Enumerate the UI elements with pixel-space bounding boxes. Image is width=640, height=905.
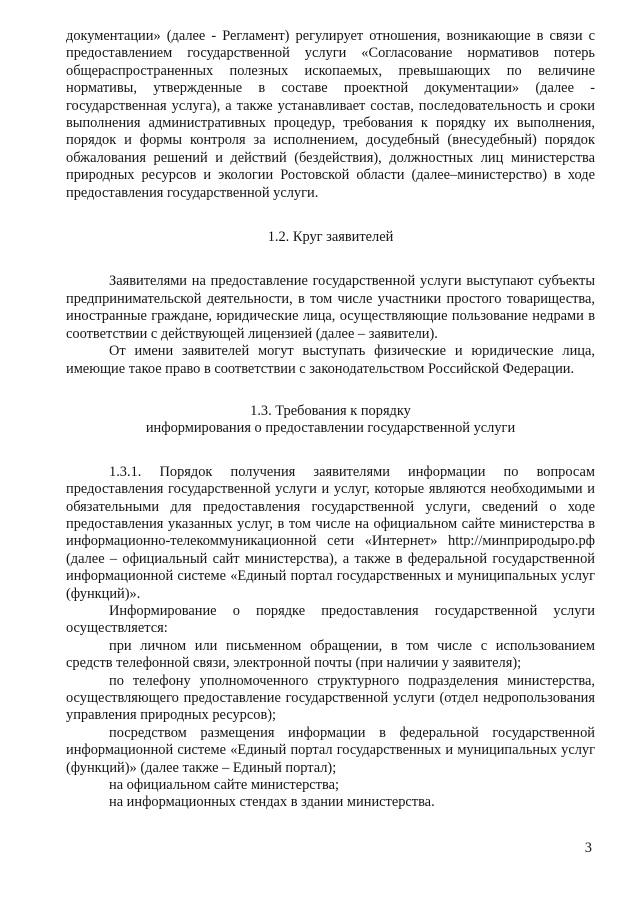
list-item-stands: на информационных стендах в здании министерства.: [109, 794, 435, 811]
section-1-3-heading: [66, 403, 595, 438]
paragraph-informing: Информирование о порядке предоставления государственной услуги осуществляется:: [66, 602, 595, 637]
list-item-phone: по телефону уполномоченного структурного подразделения министерства, осуществляющего предоставление государственной услуги (отдел недропользования управления природных ресурсов);: [66, 672, 595, 724]
paragraph-applicants: Заявителями на предоставление государственной услуги выступают субъекты предпринимательской деятельности, в том числе участники простого товарищества, иностранные граждане, юридические лица, осуществляющие пользование недрами в соответствии с действующей лицензией (далее – заявители).: [66, 273, 595, 342]
list-item-personal-request: при личном или письменном обращении, в том числе с использованием средств телефонной связи, электронной почты (при наличии у заявителя);: [66, 637, 595, 672]
list-item-portal: посредством размещения информации в федеральной государственной информационной системе «Единый портал государственных и муниципальных услуг (функций)» (далее также – Единый портал);: [66, 724, 595, 776]
section-1-3-heading-line-2: информирования о предоставлении государственной услуги: [145, 420, 516, 437]
paragraph-1-3-1: 1.3.1. Порядок получения заявителями информации по вопросам предоставления государственной услуги и услуг, которые являются необходимыми и обязательными для предоставления государственной услуги, сведений о ходе предоставления указанных услуг, в том числе на официальном сайте министерства в информационно-телекоммуникационной сети «Интернет» http://минприродыро.рф (далее – официальный сайт министерства), а также в федеральной государственной информационной системе «Единый портал государственных и муниципальных услуг (функций)».: [66, 463, 595, 602]
list-item-website: на официальном сайте министерства;: [109, 777, 339, 794]
section-1-3-heading-line-1: 1.3. Требования к порядку: [250, 402, 411, 419]
paragraph-intro: документации» (далее - Регламент) регулирует отношения, возникающие в связи с предоставлением государственной услуги «Согласование нормативов потерь общераспространенных полезных ископаемых, превышающих по величине нормативы, утвержденные в составе проектной документации» (далее - государственная услуга), а также устанавливает состав, последовательность и сроки выполнения административных процедур, требования к порядку их выполнения, порядок и формы контроля за исполнением, досудебный (внесудебный) порядок обжалования решений и действий (бездействия), должностных лиц министерства природных ресурсов и экологии Ростовской области (далее–министерство) в ходе предоставления государственной услуги.: [66, 28, 595, 201]
page-number: 3: [584, 840, 592, 856]
paragraph-representatives: От имени заявителей могут выступать физические и юридические лица, имеющие такое право в соответствии с законодательством Российской Федерации.: [66, 343, 595, 377]
section-1-2-heading: 1.2. Круг заявителей: [267, 229, 394, 246]
